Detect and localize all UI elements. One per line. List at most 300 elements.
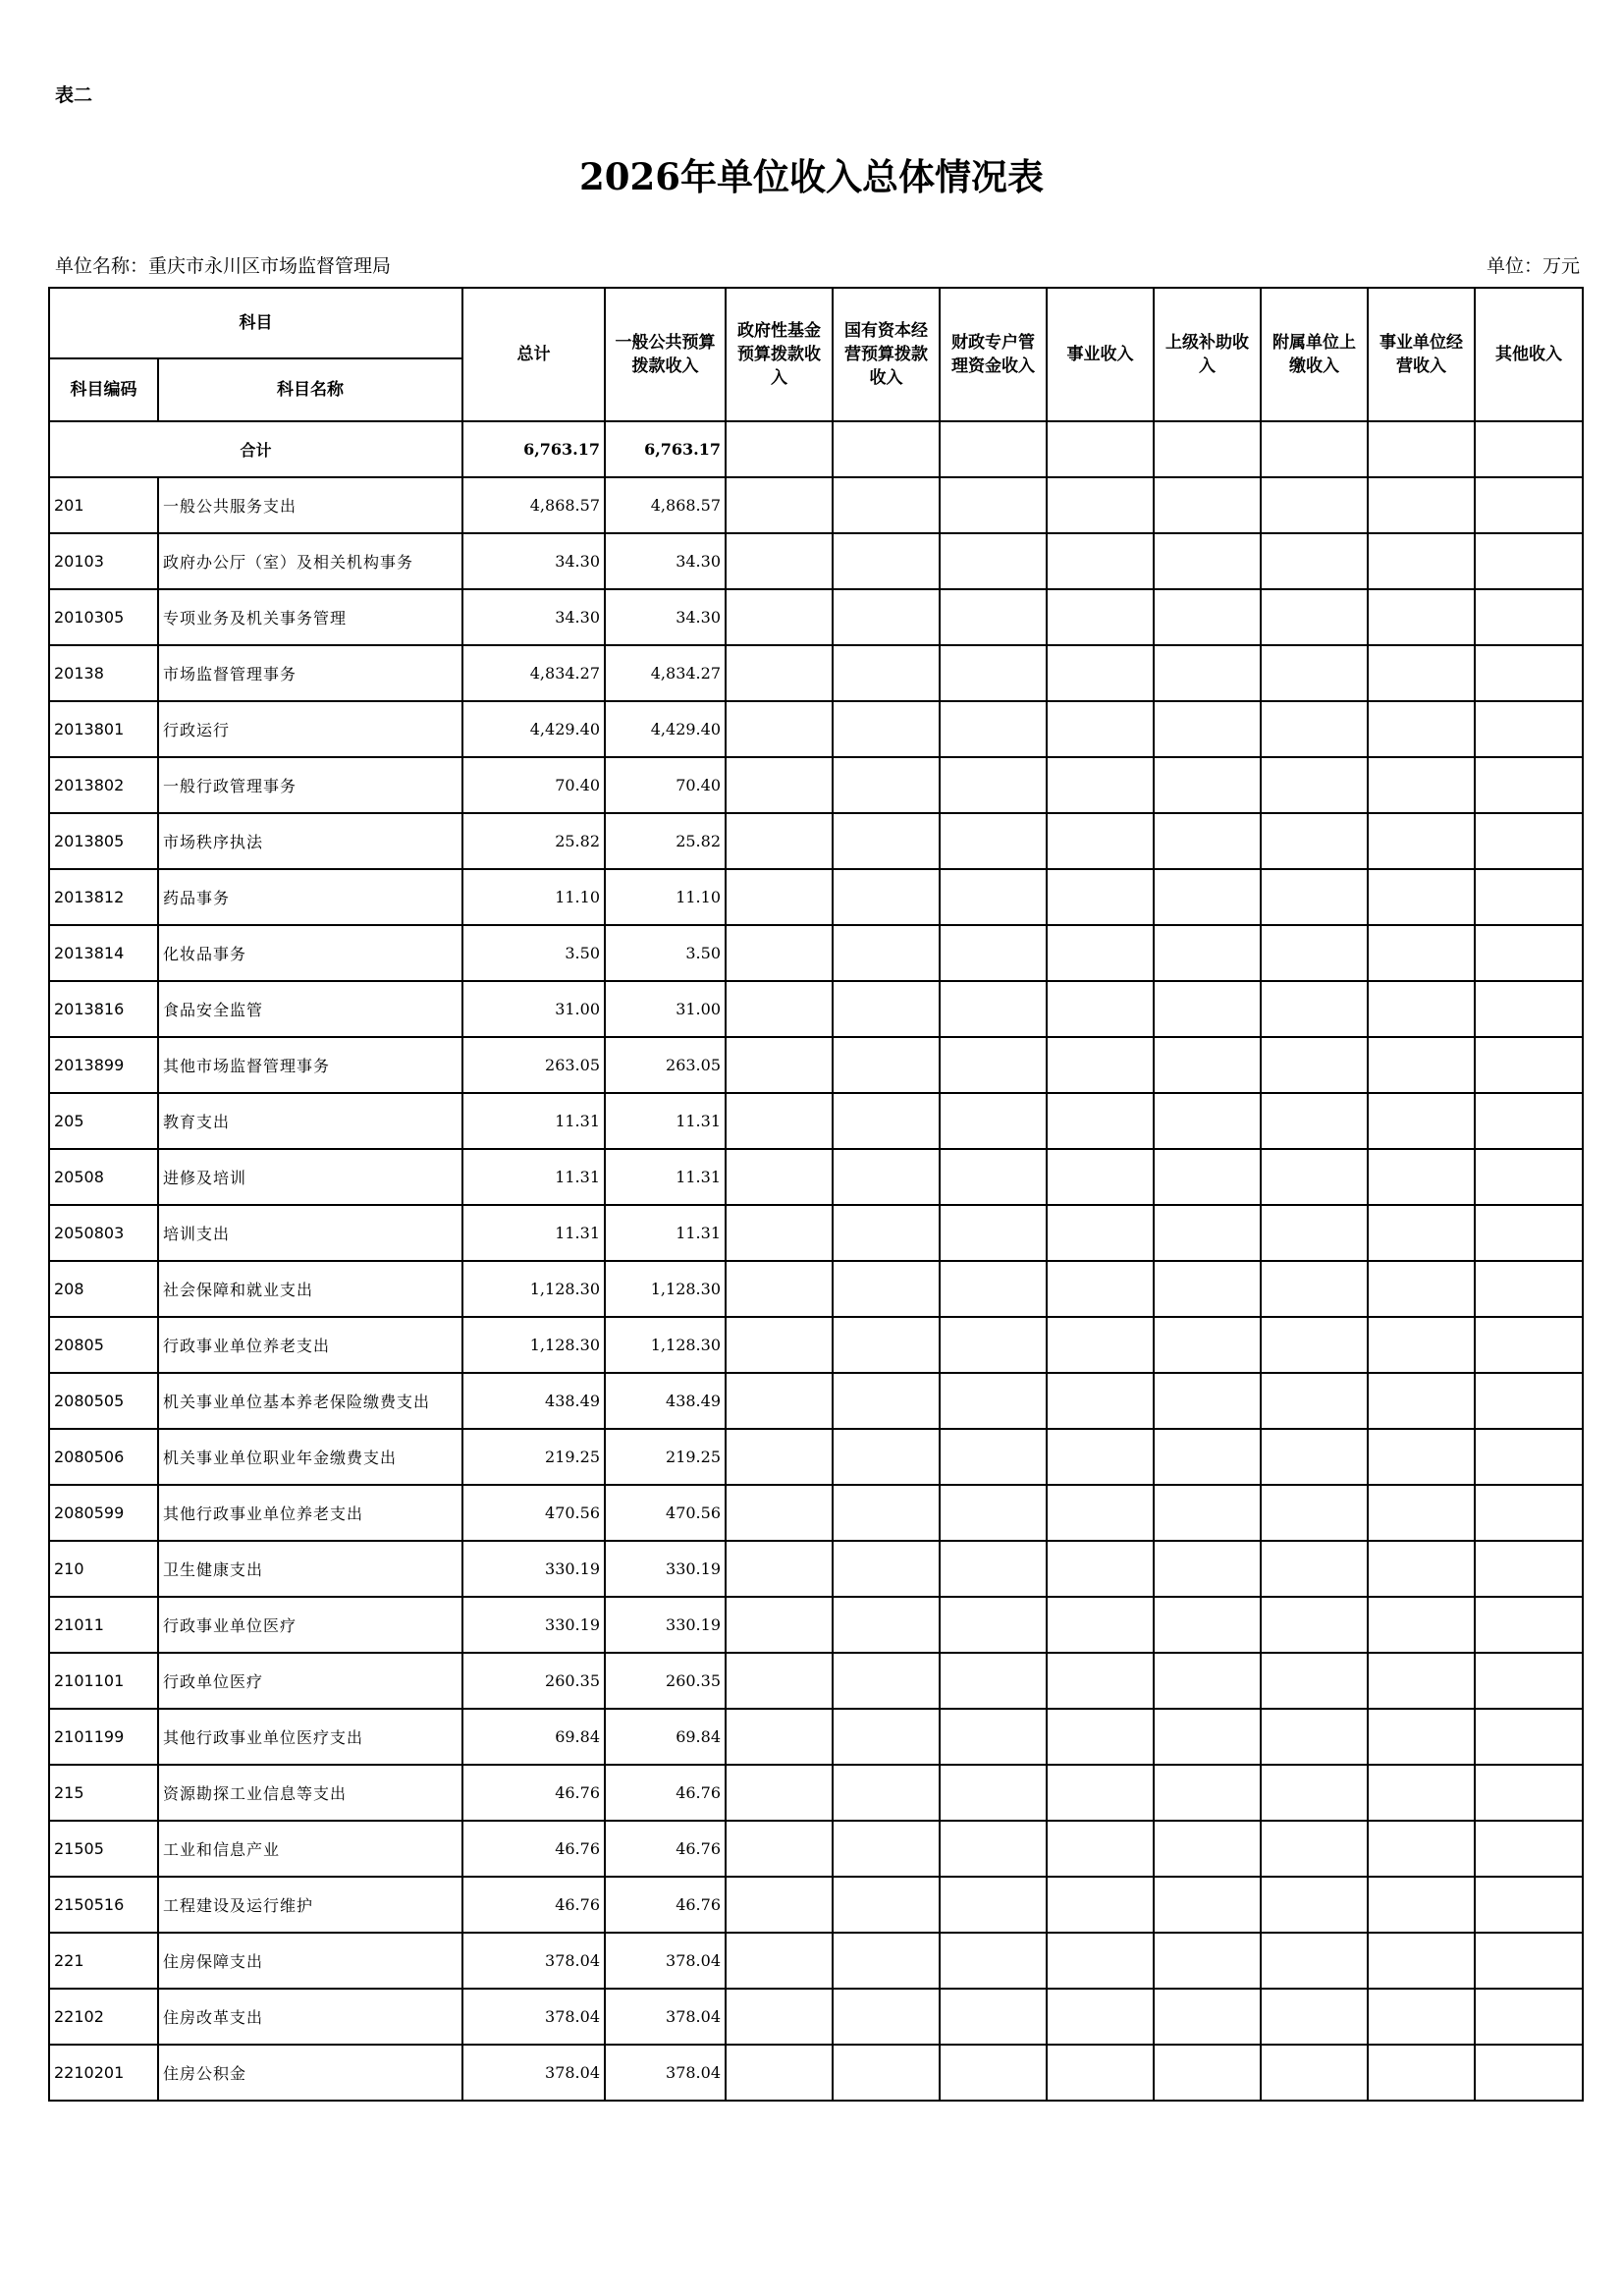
table-row: [49, 1317, 1583, 1373]
empty-cell: [1047, 757, 1154, 813]
empty-cell: [1261, 1485, 1368, 1541]
empty-cell: [726, 1429, 833, 1485]
subject-code-cell: 210: [49, 1541, 158, 1597]
empty-cell: [726, 1933, 833, 1989]
empty-cell: [1261, 1261, 1368, 1317]
subject-code-cell: 208: [49, 1261, 158, 1317]
table-row: [49, 1485, 1583, 1541]
empty-cell: [1261, 1317, 1368, 1373]
table-row: [49, 981, 1583, 1037]
empty-cell: [940, 589, 1047, 645]
empty-cell: [726, 1989, 833, 2045]
empty-cell: [1261, 813, 1368, 869]
subject-code-cell: 2080506: [49, 1429, 158, 1485]
empty-cell: [833, 477, 940, 533]
empty-cell: [1368, 1205, 1475, 1261]
empty-cell: [1368, 1765, 1475, 1821]
empty-cell: [1261, 981, 1368, 1037]
total-label: 合计: [49, 421, 462, 477]
empty-cell: [1261, 925, 1368, 981]
empty-cell: [940, 925, 1047, 981]
subject-name-cell: 一般行政管理事务: [158, 757, 462, 813]
subject-code-cell: 2101101: [49, 1653, 158, 1709]
subject-name-cell: 机关事业单位基本养老保险缴费支出: [158, 1373, 462, 1429]
subject-name-cell: 其他行政事业单位养老支出: [158, 1485, 462, 1541]
empty-cell: [1261, 533, 1368, 589]
empty-cell: [1047, 1373, 1154, 1429]
empty-cell: [1475, 1877, 1583, 1933]
empty-cell: [1368, 1821, 1475, 1877]
empty-cell: [1368, 1597, 1475, 1653]
empty-cell: [833, 1485, 940, 1541]
general-budget-cell: 11.31: [605, 1093, 726, 1149]
general-budget-cell: 11.31: [605, 1205, 726, 1261]
empty-cell: [1047, 1205, 1154, 1261]
empty-cell: [1368, 1317, 1475, 1373]
subject-code-cell: 2013805: [49, 813, 158, 869]
empty-cell: [1047, 589, 1154, 645]
empty-cell: [1475, 1541, 1583, 1597]
empty-cell: [1368, 1989, 1475, 2045]
general-budget-cell: 46.76: [605, 1821, 726, 1877]
state-capital-header: 国有资本经营预算拨款收入: [833, 288, 940, 421]
empty-cell: [1475, 1597, 1583, 1653]
total-cell: 4,868.57: [462, 477, 605, 533]
empty-cell: [1047, 1485, 1154, 1541]
empty-cell: [1047, 1821, 1154, 1877]
empty-cell: [726, 1653, 833, 1709]
empty-cell: [1475, 1037, 1583, 1093]
empty-cell: [726, 1149, 833, 1205]
subject-name-cell: 化妆品事务: [158, 925, 462, 981]
subject-code-cell: 2080599: [49, 1485, 158, 1541]
empty-cell: [1261, 1205, 1368, 1261]
empty-cell: [940, 1093, 1047, 1149]
empty-cell: [1047, 1261, 1154, 1317]
empty-cell: [833, 645, 940, 701]
empty-cell: [1475, 1317, 1583, 1373]
total-cell: 11.31: [462, 1093, 605, 1149]
subject-name-cell: 工程建设及运行维护: [158, 1877, 462, 1933]
empty-cell: [1475, 421, 1583, 477]
subject-name-cell: 市场监督管理事务: [158, 645, 462, 701]
subject-code-cell: 2013814: [49, 925, 158, 981]
empty-cell: [1047, 701, 1154, 757]
total-cell: 3.50: [462, 925, 605, 981]
empty-cell: [833, 701, 940, 757]
subject-name-cell: 其他行政事业单位医疗支出: [158, 1709, 462, 1765]
empty-cell: [726, 589, 833, 645]
subject-name-header: 科目名称: [158, 358, 462, 421]
empty-cell: [1261, 1597, 1368, 1653]
subject-name-cell: 行政运行: [158, 701, 462, 757]
empty-cell: [1475, 1653, 1583, 1709]
general-budget-cell: 1,128.30: [605, 1317, 726, 1373]
general-budget-cell: 31.00: [605, 981, 726, 1037]
empty-cell: [1368, 1485, 1475, 1541]
empty-cell: [1154, 1429, 1261, 1485]
total-cell: 11.31: [462, 1205, 605, 1261]
general-budget-cell: 46.76: [605, 1877, 726, 1933]
empty-cell: [1475, 589, 1583, 645]
empty-cell: [1261, 1877, 1368, 1933]
table-row: [49, 1989, 1583, 2045]
subject-name-cell: 卫生健康支出: [158, 1541, 462, 1597]
income-table: [48, 287, 1584, 2102]
empty-cell: [940, 1821, 1047, 1877]
table-row: [49, 1877, 1583, 1933]
total-cell: 438.49: [462, 1373, 605, 1429]
empty-cell: [1047, 1933, 1154, 1989]
empty-cell: [833, 1877, 940, 1933]
empty-cell: [1261, 869, 1368, 925]
empty-cell: [1047, 1709, 1154, 1765]
empty-cell: [1154, 1933, 1261, 1989]
empty-cell: [1475, 1373, 1583, 1429]
empty-cell: [1368, 533, 1475, 589]
empty-cell: [1261, 1989, 1368, 2045]
total-cell: 46.76: [462, 1877, 605, 1933]
empty-cell: [726, 1709, 833, 1765]
empty-cell: [1047, 1989, 1154, 2045]
empty-cell: [726, 1093, 833, 1149]
empty-cell: [1368, 869, 1475, 925]
empty-cell: [726, 477, 833, 533]
table-row: [49, 2045, 1583, 2101]
empty-cell: [833, 1989, 940, 2045]
subject-code-cell: 2010305: [49, 589, 158, 645]
empty-cell: [1047, 1541, 1154, 1597]
total-row: [49, 421, 1583, 477]
general-budget-cell: 470.56: [605, 1485, 726, 1541]
table-row: [49, 1373, 1583, 1429]
empty-cell: [1154, 421, 1261, 477]
empty-cell: [1368, 589, 1475, 645]
total-cell: 11.31: [462, 1149, 605, 1205]
subject-code-cell: 21011: [49, 1597, 158, 1653]
empty-cell: [1475, 981, 1583, 1037]
empty-cell: [1154, 981, 1261, 1037]
subject-name-cell: 培训支出: [158, 1205, 462, 1261]
empty-cell: [1154, 1877, 1261, 1933]
empty-cell: [726, 1765, 833, 1821]
subject-name-cell: 住房公积金: [158, 2045, 462, 2101]
subject-code-cell: 20805: [49, 1317, 158, 1373]
empty-cell: [1368, 1933, 1475, 1989]
unit-name-label: 单位名称：重庆市永川区市场监督管理局: [55, 255, 392, 277]
general-budget-cell: 6,763.17: [605, 421, 726, 477]
table-row: [49, 533, 1583, 589]
empty-cell: [1154, 2045, 1261, 2101]
empty-cell: [940, 1429, 1047, 1485]
subject-code-cell: 2101199: [49, 1709, 158, 1765]
total-cell: 11.10: [462, 869, 605, 925]
general-budget-cell: 34.30: [605, 589, 726, 645]
empty-cell: [1154, 813, 1261, 869]
empty-cell: [726, 701, 833, 757]
empty-cell: [833, 813, 940, 869]
subject-code-cell: 20508: [49, 1149, 158, 1205]
table-number-label: 表二: [55, 84, 93, 106]
total-cell: 70.40: [462, 757, 605, 813]
subject-code-cell: 2013802: [49, 757, 158, 813]
empty-cell: [1047, 1093, 1154, 1149]
empty-cell: [1154, 869, 1261, 925]
table-row: [49, 1037, 1583, 1093]
empty-cell: [833, 1933, 940, 1989]
subject-code-cell: 2080505: [49, 1373, 158, 1429]
empty-cell: [1154, 1653, 1261, 1709]
empty-cell: [1261, 645, 1368, 701]
empty-cell: [1368, 2045, 1475, 2101]
empty-cell: [1047, 2045, 1154, 2101]
empty-cell: [940, 477, 1047, 533]
empty-cell: [1368, 925, 1475, 981]
empty-cell: [1261, 2045, 1368, 2101]
empty-cell: [1047, 533, 1154, 589]
empty-cell: [726, 1373, 833, 1429]
empty-cell: [1047, 869, 1154, 925]
general-budget-cell: 11.31: [605, 1149, 726, 1205]
empty-cell: [726, 1877, 833, 1933]
empty-cell: [1154, 589, 1261, 645]
total-cell: 34.30: [462, 589, 605, 645]
empty-cell: [1368, 1653, 1475, 1709]
total-header: 总计: [462, 288, 605, 421]
subject-code-cell: 2013899: [49, 1037, 158, 1093]
empty-cell: [1475, 1205, 1583, 1261]
empty-cell: [833, 1037, 940, 1093]
total-cell: 25.82: [462, 813, 605, 869]
empty-cell: [940, 701, 1047, 757]
table-row: [49, 1933, 1583, 1989]
empty-cell: [1368, 757, 1475, 813]
empty-cell: [940, 1037, 1047, 1093]
empty-cell: [1047, 1429, 1154, 1485]
empty-cell: [1261, 1429, 1368, 1485]
subject-header: 科目: [49, 288, 462, 358]
empty-cell: [726, 1485, 833, 1541]
empty-cell: [940, 1597, 1047, 1653]
empty-cell: [940, 1373, 1047, 1429]
empty-cell: [940, 981, 1047, 1037]
total-cell: 219.25: [462, 1429, 605, 1485]
empty-cell: [833, 1261, 940, 1317]
empty-cell: [1154, 1261, 1261, 1317]
subject-name-cell: 住房改革支出: [158, 1989, 462, 2045]
table-row: [49, 1205, 1583, 1261]
empty-cell: [726, 813, 833, 869]
total-cell: 31.00: [462, 981, 605, 1037]
subject-code-cell: 205: [49, 1093, 158, 1149]
empty-cell: [1261, 757, 1368, 813]
general-budget-cell: 4,834.27: [605, 645, 726, 701]
table-row: [49, 477, 1583, 533]
subject-code-cell: 20103: [49, 533, 158, 589]
empty-cell: [1261, 1373, 1368, 1429]
subject-code-cell: 2150516: [49, 1877, 158, 1933]
empty-cell: [940, 1877, 1047, 1933]
empty-cell: [833, 589, 940, 645]
general-budget-cell: 330.19: [605, 1541, 726, 1597]
empty-cell: [1475, 533, 1583, 589]
empty-cell: [833, 2045, 940, 2101]
table-row: [49, 701, 1583, 757]
empty-cell: [1261, 1709, 1368, 1765]
table-row: [49, 1261, 1583, 1317]
table-row: [49, 1093, 1583, 1149]
general-budget-cell: 378.04: [605, 2045, 726, 2101]
empty-cell: [940, 1205, 1047, 1261]
empty-cell: [1475, 757, 1583, 813]
empty-cell: [1154, 1037, 1261, 1093]
empty-cell: [833, 533, 940, 589]
subject-name-cell: 行政单位医疗: [158, 1653, 462, 1709]
empty-cell: [726, 925, 833, 981]
subject-name-cell: 行政事业单位医疗: [158, 1597, 462, 1653]
empty-cell: [726, 1037, 833, 1093]
subject-name-cell: 住房保障支出: [158, 1933, 462, 1989]
subject-name-cell: 工业和信息产业: [158, 1821, 462, 1877]
table-row: [49, 925, 1583, 981]
general-budget-cell: 3.50: [605, 925, 726, 981]
empty-cell: [1368, 1373, 1475, 1429]
empty-cell: [1047, 813, 1154, 869]
empty-cell: [1154, 1821, 1261, 1877]
empty-cell: [726, 869, 833, 925]
table-row: [49, 1429, 1583, 1485]
empty-cell: [1475, 477, 1583, 533]
page-title: 2026年单位收入总体情况表: [579, 155, 1044, 198]
general-budget-cell: 378.04: [605, 1989, 726, 2045]
empty-cell: [1047, 1317, 1154, 1373]
subject-name-cell: 食品安全监管: [158, 981, 462, 1037]
table-row: [49, 645, 1583, 701]
empty-cell: [1368, 1709, 1475, 1765]
empty-cell: [1368, 1877, 1475, 1933]
subject-name-cell: 其他市场监督管理事务: [158, 1037, 462, 1093]
empty-cell: [1261, 421, 1368, 477]
empty-cell: [940, 1149, 1047, 1205]
empty-cell: [940, 1709, 1047, 1765]
empty-cell: [1261, 1093, 1368, 1149]
gov-fund-header: 政府性基金预算拨款收入: [726, 288, 833, 421]
total-cell: 330.19: [462, 1597, 605, 1653]
general-budget-header: 一般公共预算拨款收入: [605, 288, 726, 421]
general-budget-cell: 70.40: [605, 757, 726, 813]
empty-cell: [726, 1317, 833, 1373]
subject-code-header: 科目编码: [49, 358, 158, 421]
empty-cell: [1047, 1877, 1154, 1933]
empty-cell: [940, 757, 1047, 813]
empty-cell: [1047, 645, 1154, 701]
empty-cell: [1261, 1933, 1368, 1989]
empty-cell: [1475, 1485, 1583, 1541]
general-budget-cell: 34.30: [605, 533, 726, 589]
total-cell: 34.30: [462, 533, 605, 589]
empty-cell: [1047, 1597, 1154, 1653]
general-budget-cell: 69.84: [605, 1709, 726, 1765]
table-row: [49, 869, 1583, 925]
general-budget-cell: 219.25: [605, 1429, 726, 1485]
empty-cell: [1261, 1149, 1368, 1205]
empty-cell: [1261, 589, 1368, 645]
empty-cell: [833, 1821, 940, 1877]
empty-cell: [1368, 1429, 1475, 1485]
empty-cell: [1475, 1933, 1583, 1989]
empty-cell: [1261, 1765, 1368, 1821]
currency-unit-label: 单位：万元: [1486, 255, 1580, 277]
empty-cell: [1475, 1709, 1583, 1765]
subject-name-cell: 教育支出: [158, 1093, 462, 1149]
empty-cell: [1475, 645, 1583, 701]
empty-cell: [726, 981, 833, 1037]
total-cell: 378.04: [462, 1989, 605, 2045]
subject-name-cell: 资源勘探工业信息等支出: [158, 1765, 462, 1821]
empty-cell: [1368, 1261, 1475, 1317]
empty-cell: [1368, 477, 1475, 533]
empty-cell: [833, 1709, 940, 1765]
empty-cell: [1475, 1429, 1583, 1485]
subject-name-cell: 进修及培训: [158, 1149, 462, 1205]
empty-cell: [1047, 1765, 1154, 1821]
affiliate-income-header: 附属单位上缴收入: [1261, 288, 1368, 421]
empty-cell: [1154, 757, 1261, 813]
empty-cell: [1475, 1765, 1583, 1821]
empty-cell: [940, 1765, 1047, 1821]
empty-cell: [1047, 981, 1154, 1037]
empty-cell: [726, 1821, 833, 1877]
empty-cell: [1368, 1541, 1475, 1597]
empty-cell: [1261, 1037, 1368, 1093]
empty-cell: [1154, 1541, 1261, 1597]
empty-cell: [1475, 925, 1583, 981]
empty-cell: [833, 1317, 940, 1373]
empty-cell: [1154, 1485, 1261, 1541]
subject-code-cell: 21505: [49, 1821, 158, 1877]
subject-code-cell: 215: [49, 1765, 158, 1821]
empty-cell: [1368, 1149, 1475, 1205]
empty-cell: [833, 1093, 940, 1149]
empty-cell: [726, 421, 833, 477]
empty-cell: [940, 1933, 1047, 1989]
empty-cell: [1154, 645, 1261, 701]
other-income-header: 其他收入: [1475, 288, 1583, 421]
empty-cell: [833, 1541, 940, 1597]
subject-name-cell: 专项业务及机关事务管理: [158, 589, 462, 645]
table-row: [49, 1709, 1583, 1765]
empty-cell: [1368, 1037, 1475, 1093]
total-cell: 260.35: [462, 1653, 605, 1709]
empty-cell: [1154, 1093, 1261, 1149]
empty-cell: [940, 2045, 1047, 2101]
subject-code-cell: 2013801: [49, 701, 158, 757]
empty-cell: [1368, 645, 1475, 701]
total-cell: 378.04: [462, 2045, 605, 2101]
empty-cell: [940, 533, 1047, 589]
total-cell: 46.76: [462, 1765, 605, 1821]
empty-cell: [726, 757, 833, 813]
empty-cell: [1475, 1989, 1583, 2045]
empty-cell: [833, 421, 940, 477]
empty-cell: [1475, 1821, 1583, 1877]
empty-cell: [1475, 1149, 1583, 1205]
table-row: [49, 1597, 1583, 1653]
subject-code-cell: 201: [49, 477, 158, 533]
superior-subsidy-header: 上级补助收入: [1154, 288, 1261, 421]
empty-cell: [726, 1597, 833, 1653]
empty-cell: [1154, 1597, 1261, 1653]
